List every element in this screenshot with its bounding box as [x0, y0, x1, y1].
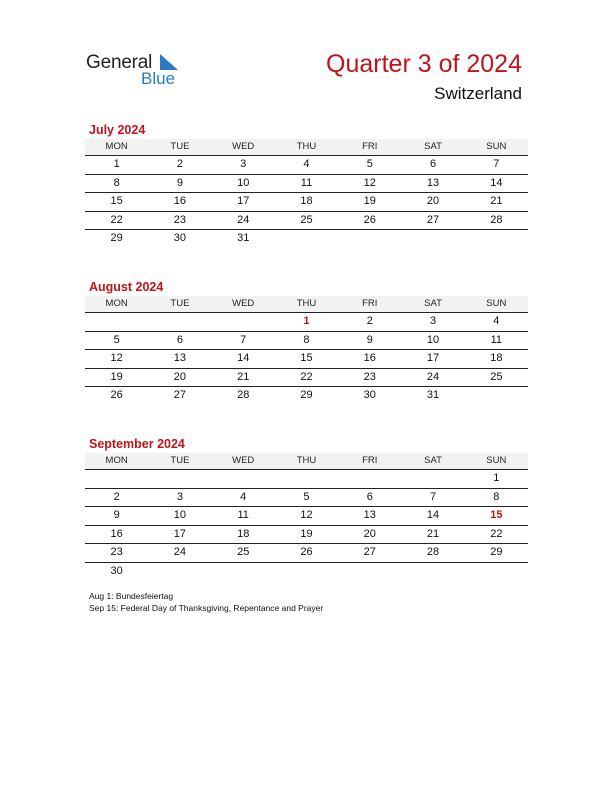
weekday-label: MON [105, 298, 128, 309]
day-cell: 25 [300, 213, 313, 226]
day-cell: 13 [173, 352, 187, 364]
day-cell: 22 [110, 213, 123, 226]
day-cell: 29 [110, 232, 123, 244]
week-row [85, 230, 528, 248]
day-cell: 18 [490, 352, 503, 364]
day-cell: 7 [429, 490, 437, 503]
day-cell: 29 [490, 546, 503, 558]
day-cell: 10 [237, 176, 250, 189]
day-cell: 21 [490, 195, 503, 207]
day-cell: 7 [240, 333, 247, 346]
day-cell: 2 [113, 490, 120, 503]
day-cell: 8 [493, 490, 500, 503]
day-cell: 27 [363, 546, 376, 558]
day-cell: 11 [300, 176, 313, 189]
weekday-label: WED [232, 298, 255, 309]
day-cell: 16 [173, 195, 187, 207]
day-cell: 7 [493, 158, 500, 170]
day-cell: 13 [363, 509, 376, 521]
week-row [85, 369, 528, 388]
day-cell: 1 [493, 472, 500, 484]
day-cell: 18 [237, 527, 250, 540]
day-cell [212, 470, 275, 488]
day-cell [275, 470, 338, 488]
day-cell: 6 [176, 333, 183, 346]
day-cell [465, 387, 528, 405]
holiday-note: Aug 1: Bundesfeiertag [89, 591, 174, 601]
generalblue-logo [86, 50, 196, 90]
day-cell: 9 [366, 333, 373, 346]
weekday-label: SAT [424, 298, 442, 309]
logo-general-text: General [86, 52, 153, 73]
weekday-label: TUE [170, 141, 190, 152]
weekday-label: SUN [486, 455, 507, 466]
week-row [85, 470, 528, 489]
day-cell: 26 [363, 213, 376, 226]
day-cell: 14 [237, 352, 250, 364]
week-row [85, 489, 528, 508]
day-cell: 19 [300, 527, 313, 540]
week-row [85, 507, 528, 526]
country-name: Switzerland [434, 84, 522, 103]
holiday-note: Sep 15: Federal Day of Thanksgiving, Repentance and Prayer [89, 603, 324, 613]
day-cell: 22 [490, 527, 503, 540]
day-cell: 3 [176, 490, 183, 503]
day-cell: 23 [110, 546, 123, 558]
week-row [85, 212, 528, 231]
day-cell: 27 [173, 389, 187, 401]
day-cell: 18 [300, 195, 313, 207]
day-cell: 16 [363, 352, 376, 364]
day-cell: 28 [237, 389, 250, 401]
day-cell: 4 [303, 158, 310, 170]
day-cell: 9 [113, 509, 120, 521]
day-cell [212, 563, 275, 581]
day-cell: 5 [303, 490, 310, 503]
week-row [85, 387, 528, 405]
day-cell: 4 [493, 315, 500, 327]
day-cell: 6 [429, 158, 437, 170]
month-name: July 2024 [89, 123, 146, 137]
day-cell [212, 313, 275, 331]
day-cell [338, 230, 401, 248]
day-cell: 19 [363, 195, 376, 207]
day-cell: 12 [110, 352, 123, 364]
day-cell [148, 563, 211, 581]
weekday-label: TUE [170, 298, 190, 309]
day-cell [401, 470, 464, 488]
day-cell: 8 [113, 176, 120, 189]
day-cell: 22 [300, 370, 313, 383]
weekday-label: WED [232, 141, 255, 152]
page-title: Quarter 3 of 2024 [326, 50, 522, 78]
day-cell: 24 [173, 546, 187, 558]
week-row [85, 313, 528, 332]
day-cell [85, 313, 148, 331]
day-cell: 3 [429, 315, 437, 327]
day-cell [465, 230, 528, 248]
day-cell [148, 470, 211, 488]
day-cell: 26 [300, 546, 313, 558]
day-cell [401, 563, 464, 581]
week-row [85, 544, 528, 563]
day-cell: 20 [426, 195, 440, 207]
day-cell: 19 [110, 370, 123, 383]
day-cell [465, 563, 528, 581]
day-cell: 21 [426, 527, 440, 540]
day-cell: 10 [426, 333, 440, 346]
day-cell: 20 [173, 370, 187, 383]
day-cell: 8 [303, 333, 310, 346]
weekday-label: SAT [424, 141, 442, 152]
day-cell: 17 [173, 527, 187, 540]
day-cell [148, 313, 211, 331]
day-cell: 25 [237, 546, 250, 558]
weekday-label: THU [296, 455, 317, 466]
day-cell: 14 [426, 509, 440, 521]
month-name: September 2024 [89, 437, 185, 451]
day-cell [338, 563, 401, 581]
day-cell: 30 [110, 564, 123, 577]
day-cell: 30 [363, 389, 376, 401]
weekday-label: SUN [486, 141, 507, 152]
day-cell: 12 [363, 176, 376, 189]
day-cell: 2 [366, 315, 373, 327]
day-cell: 5 [366, 158, 373, 170]
day-cell: 12 [300, 509, 313, 521]
weekday-header [85, 139, 528, 156]
day-cell: 17 [426, 352, 440, 364]
week-row [85, 563, 528, 581]
week-row [85, 350, 528, 369]
weekday-label: THU [296, 141, 317, 152]
day-cell [401, 230, 464, 248]
month-august [85, 279, 528, 405]
day-cell [85, 470, 148, 488]
weekday-header [85, 296, 528, 313]
day-cell: 5 [113, 333, 120, 346]
day-cell: 28 [426, 546, 440, 558]
day-cell: 15 [110, 195, 123, 207]
day-cell: 1 [113, 158, 120, 170]
day-cell: 23 [173, 213, 187, 226]
weekday-label: TUE [170, 455, 190, 466]
day-cell: 31 [237, 232, 250, 244]
logo-blue-text: Blue [141, 69, 176, 88]
day-cell: 6 [366, 490, 373, 503]
day-cell: 20 [363, 527, 376, 540]
day-cell: 16 [110, 527, 123, 540]
day-cell: 28 [490, 213, 503, 226]
day-cell: 29 [300, 389, 313, 401]
day-cell: 30 [173, 232, 187, 244]
weekday-label: SUN [486, 298, 507, 309]
month-name: August 2024 [89, 280, 164, 294]
week-row [85, 156, 528, 175]
week-row [85, 175, 528, 194]
weekday-label: THU [296, 298, 317, 309]
day-cell: 15 [300, 352, 313, 364]
week-row [85, 193, 528, 212]
day-cell: 17 [237, 195, 250, 207]
day-cell: 26 [110, 389, 123, 401]
day-cell: 25 [490, 370, 503, 383]
day-cell: 27 [426, 213, 440, 226]
day-cell [275, 230, 338, 248]
holiday-notes [89, 590, 323, 614]
day-cell: 11 [237, 509, 249, 521]
day-cell: 23 [363, 370, 376, 383]
weekday-label: MON [105, 455, 128, 466]
day-cell: 10 [173, 509, 187, 521]
weekday-label: FRI [362, 298, 378, 309]
logo-triangle-icon [160, 54, 178, 70]
weekday-header [85, 453, 528, 470]
holiday-day-cell: 15 [490, 509, 503, 521]
weekday-label: WED [232, 455, 255, 466]
weekday-label: FRI [362, 141, 378, 152]
week-row [85, 526, 528, 545]
weekday-label: MON [105, 141, 128, 152]
day-cell: 24 [237, 213, 250, 226]
day-cell: 24 [426, 370, 440, 383]
day-cell: 14 [490, 176, 503, 189]
day-cell: 3 [240, 158, 247, 170]
day-cell: 31 [426, 389, 440, 401]
month-september [85, 436, 528, 580]
weekday-label: FRI [362, 455, 378, 466]
day-cell: 11 [490, 333, 503, 346]
day-cell: 21 [237, 370, 250, 383]
day-cell [338, 470, 401, 488]
day-cell: 4 [240, 490, 247, 503]
week-row [85, 332, 528, 351]
day-cell: 9 [176, 176, 183, 189]
holiday-day-cell: 1 [303, 315, 310, 327]
day-cell: 13 [426, 176, 440, 189]
day-cell: 2 [176, 158, 183, 170]
day-cell [275, 563, 338, 581]
month-july [85, 122, 528, 248]
weekday-label: SAT [424, 455, 442, 466]
